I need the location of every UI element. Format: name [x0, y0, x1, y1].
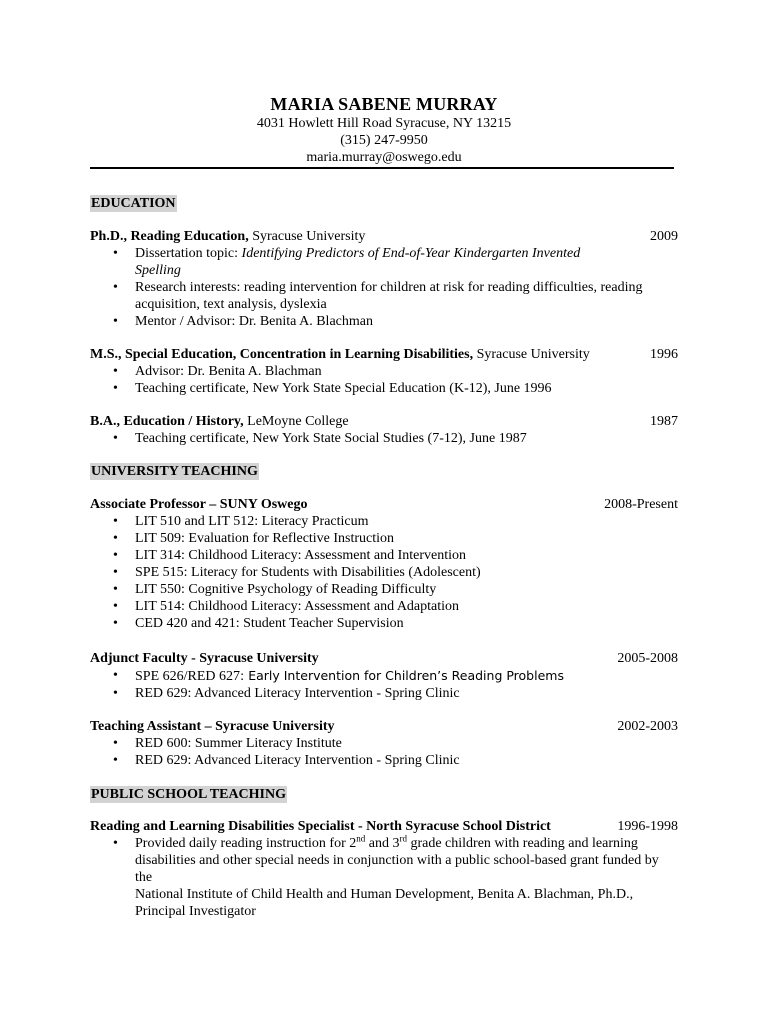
university-adjunct: [90, 650, 678, 702]
list-item: [90, 530, 678, 547]
course-code: SPE 626/RED 627: [135, 669, 241, 684]
bullet-icon: •: [113, 565, 118, 580]
list-item: [90, 380, 678, 397]
entry-title-row: [90, 346, 678, 363]
entry-title: Reading and Learning Disabilities Specialist - North Syracuse School District: [90, 819, 551, 834]
entry-title: Associate Professor – SUNY Oswego: [90, 497, 308, 512]
entry-title-row: [90, 496, 678, 513]
entry-year: 2002-2003: [617, 719, 678, 734]
public-section-heading: [90, 786, 678, 803]
course-text: RED 629: Advanced Literacy Intervention - Spring Clinic: [135, 753, 460, 768]
list-item: [90, 685, 678, 702]
bullet-icon: •: [113, 431, 118, 446]
bullet-icon: •: [113, 753, 118, 768]
bullet-icon: •: [113, 582, 118, 597]
candidate-name: MARIA SABENE MURRAY: [270, 94, 498, 114]
bullet-list: [90, 363, 678, 397]
university-section-heading: [90, 463, 678, 480]
course-text: RED 629: Advanced Literacy Intervention - Spring Clinic: [135, 686, 460, 701]
course-list: [90, 667, 678, 702]
bullet-text: Dissertation topic:: [135, 246, 242, 261]
course-list: [90, 735, 678, 769]
bullet-icon: •: [113, 548, 118, 563]
list-item: [90, 430, 678, 447]
superscript: nd: [356, 833, 366, 844]
bullet-icon: •: [113, 314, 118, 329]
course-text: LIT 550: Cognitive Psychology of Reading Difficulty: [135, 582, 437, 597]
course-list: [90, 513, 678, 632]
bullet-icon: •: [113, 531, 118, 546]
list-item: [90, 581, 678, 598]
degree: B.A., Education / History,: [90, 414, 244, 429]
entry-year: 2005-2008: [617, 651, 678, 666]
section-heading: EDUCATION: [91, 196, 176, 211]
bullet-list: [90, 430, 678, 447]
entry-year: 1996: [650, 347, 678, 362]
list-item: [90, 564, 678, 581]
bullet-icon: •: [113, 616, 118, 631]
list-item: [90, 547, 678, 564]
dissertation-title: Identifying Predictors of End-of-Year Kindergarten Invented: [241, 246, 581, 261]
bullet-text: Advisor: Dr. Benita A. Blachman: [135, 364, 322, 379]
list-item: [90, 279, 678, 313]
bullet-text-cont: National Institute of Child Health and Human Development, Benita A. Blachman, Ph.D.,: [135, 887, 634, 902]
list-item: [90, 667, 678, 685]
bullet-icon: •: [113, 364, 118, 379]
bullet-icon: •: [113, 280, 118, 295]
course-text: LIT 514: Childhood Literacy: Assessment and Adaptation: [135, 599, 460, 614]
bullet-text: Teaching certificate, New York State Special Education (K-12), June 1996: [135, 381, 552, 396]
resume-header: [0, 93, 768, 166]
entry-year: 1987: [650, 414, 678, 429]
entry-title-row: [90, 650, 678, 667]
public-specialist: [90, 818, 678, 920]
superscript: rd: [399, 833, 407, 844]
entry-title: Teaching Assistant – Syracuse University: [90, 719, 335, 734]
bullet-icon: •: [113, 246, 118, 261]
list-item: [90, 598, 678, 615]
bullet-icon: •: [113, 668, 118, 683]
bullet-list: [90, 245, 678, 330]
entry-title: [90, 413, 349, 430]
entry-title: [90, 346, 590, 363]
course-text: LIT 314: Childhood Literacy: Assessment and Intervention: [135, 548, 467, 563]
education-ms: [90, 346, 678, 397]
entry-title-row: [90, 413, 678, 430]
bullet-icon: •: [113, 599, 118, 614]
entry-title-row: [90, 228, 678, 245]
degree: Ph.D., Reading Education,: [90, 229, 249, 244]
bullet-text: and 3: [365, 836, 400, 851]
address: 4031 Howlett Hill Road Syracuse, NY 13215: [256, 116, 512, 131]
header-divider: [90, 167, 674, 169]
degree: M.S., Special Education, Concentration in Learning Disabilities,: [90, 347, 474, 362]
university-ta: [90, 718, 678, 769]
education-section-heading: [90, 195, 678, 212]
entry-title: [90, 228, 365, 245]
entry-year: 2008-Present: [604, 497, 678, 512]
bullet-text: Provided daily reading instruction for 2: [135, 836, 357, 851]
bullet-list: [90, 835, 678, 920]
list-item: [90, 735, 678, 752]
list-item: [90, 363, 678, 380]
university-assoc: [90, 496, 678, 632]
bullet-text: Mentor / Advisor: Dr. Benita A. Blachman: [135, 314, 373, 329]
course-text: RED 600: Summer Literacy Institute: [135, 736, 342, 751]
bullet-text-cont: Principal Investigator: [135, 904, 256, 919]
list-item: [90, 313, 678, 330]
bullet-icon: •: [113, 836, 118, 851]
school: LeMoyne College: [243, 414, 349, 429]
entry-title-row: [90, 718, 678, 735]
education-ba: [90, 413, 678, 447]
bullet-icon: •: [113, 686, 118, 701]
entry-title: Adjunct Faculty - Syracuse University: [90, 651, 319, 666]
course-text: CED 420 and 421: Student Teacher Supervision: [135, 616, 404, 631]
list-item: [90, 513, 678, 530]
list-item: [90, 752, 678, 769]
course-text: LIT 509: Evaluation for Reflective Instruction: [135, 531, 395, 546]
bullet-text-cont: acquisition, text analysis, dyslexia: [135, 297, 327, 312]
list-item: [90, 245, 678, 279]
dissertation-title-cont: Spelling: [135, 263, 181, 278]
education-phd: [90, 228, 678, 330]
course-text: : Early Intervention for Children’s Reading Problems: [240, 668, 564, 683]
section-heading: PUBLIC SCHOOL TEACHING: [91, 787, 287, 802]
bullet-icon: •: [113, 514, 118, 529]
bullet-text: grade children with reading and learning: [406, 836, 638, 851]
bullet-text: Teaching certificate, New York State Social Studies (7-12), June 1987: [135, 431, 527, 446]
section-heading: UNIVERSITY TEACHING: [91, 464, 258, 479]
school: Syracuse University: [473, 347, 590, 362]
list-item: [90, 835, 678, 920]
entry-year: 2009: [650, 229, 678, 244]
email: maria.murray@oswego.edu: [306, 150, 462, 165]
course-text: SPE 515: Literacy for Students with Disabilities (Adolescent): [135, 565, 481, 580]
list-item: [90, 615, 678, 632]
school: Syracuse University: [248, 229, 366, 244]
entry-year: 1996-1998: [617, 819, 678, 834]
entry-title-row: [90, 818, 678, 835]
bullet-icon: •: [113, 381, 118, 396]
bullet-icon: •: [113, 736, 118, 751]
course-text: LIT 510 and LIT 512: Literacy Practicum: [135, 514, 369, 529]
bullet-text-cont: disabilities and other special needs in conjunction with a public school-based grant funded by the: [135, 853, 659, 885]
bullet-text: Research interests: reading intervention for children at risk for reading difficulties, reading: [135, 280, 643, 295]
phone: (315) 247-9950: [340, 133, 428, 148]
